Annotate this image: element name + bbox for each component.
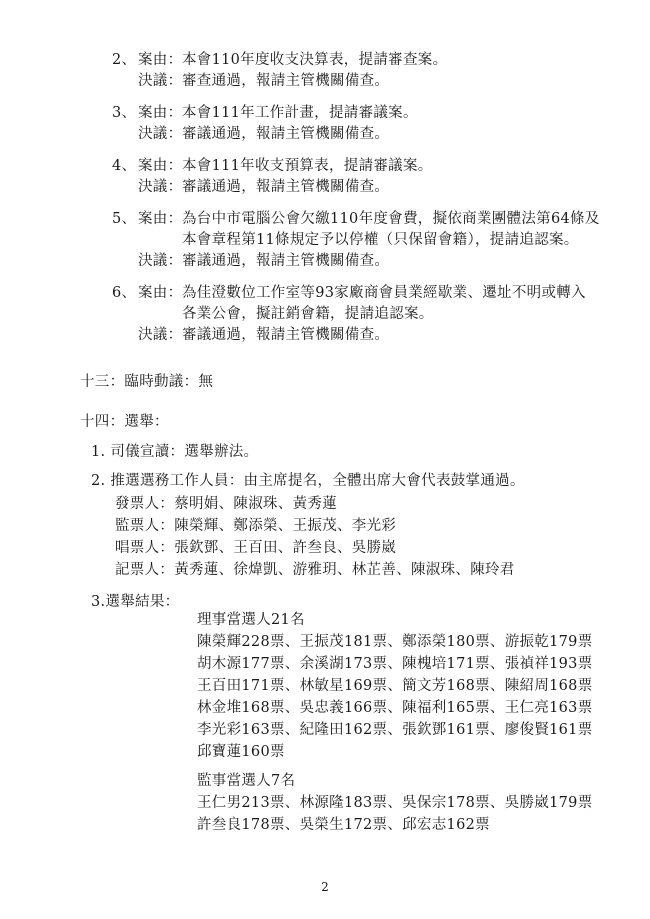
directors-line-2: 胡木源177票、余溪湖173票、陳槐培171票、張禎祥193票 xyxy=(197,656,593,672)
case-3-text: 本會111年工作計畫，提請審議案。 xyxy=(182,105,418,121)
case-4-label: 案由： xyxy=(138,158,183,174)
directors-title: 理事當選人21名 xyxy=(197,612,305,628)
case-2-label: 案由： xyxy=(138,52,183,68)
case-6-resolution: 審議通過，報請主管機關備查。 xyxy=(182,327,390,343)
case-5-text-line-1: 為台中市電腦公會欠繳110年度會費，擬依商業團體法第64條及 xyxy=(182,211,600,227)
case-5-resolution-label: 決議： xyxy=(138,253,183,269)
case-2-no: 2、 xyxy=(112,52,137,68)
case-2-text: 本會110年度收支決算表，提請審查案。 xyxy=(182,52,448,68)
case-6-text-line-2: 各業公會，擬註銷會籍，提請追認案。 xyxy=(182,306,434,322)
case-5-resolution: 審議通過，報請主管機關備查。 xyxy=(182,253,390,269)
page-number: 2 xyxy=(321,880,329,894)
staff-callers: 唱票人：張欽鄧、王百田、許叁良、吳勝崴 xyxy=(115,540,397,556)
election-item-1: 1. 司儀宣讀：選舉辦法。 xyxy=(91,444,259,460)
case-5-label: 案由： xyxy=(138,211,183,227)
case-3-label: 案由： xyxy=(138,105,183,121)
case-4-resolution-label: 決議： xyxy=(138,179,183,195)
section-13-heading: 十三：臨時動議：無 xyxy=(80,374,214,390)
case-3-resolution: 審議通過，報請主管機關備查。 xyxy=(182,126,390,142)
case-6-label: 案由： xyxy=(138,285,183,301)
case-5-text-line-2: 本會章程第11條規定予以停權（只保留會籍），提請追認案。 xyxy=(182,232,579,248)
staff-monitors: 監票人：陳榮輝、鄭添榮、王振茂、李光彩 xyxy=(115,518,397,534)
supervisors-line-1: 王仁男213票、林源隆183票、吳保宗178票、吳勝崴179票 xyxy=(197,795,593,811)
election-item-3: 3.選舉結果： xyxy=(91,594,180,610)
directors-line-6: 邱寶蓮160票 xyxy=(197,744,285,760)
directors-line-4: 林金堆168票、吳忠義166票、陳福利165票、王仁亮163票 xyxy=(197,700,593,716)
case-4-text: 本會111年收支預算表，提請審議案。 xyxy=(182,158,433,174)
section-14-heading: 十四：選舉： xyxy=(80,414,169,430)
directors-line-3: 王百田171票、林敏星169票、簡文芳168票、陳紹周168票 xyxy=(197,678,593,694)
staff-issuers: 發票人：蔡明娟、陳淑珠、黃秀蓮 xyxy=(115,496,337,512)
directors-line-5: 李光彩163票、紀隆田162票、張欽鄧161票、廖俊賢161票 xyxy=(197,722,593,738)
case-2-resolution-label: 決議： xyxy=(138,73,183,89)
case-4-no: 4、 xyxy=(112,158,137,174)
case-6-text-line-1: 為佳澄數位工作室等93家廠商會員業經歇業、遷址不明或轉入 xyxy=(182,285,586,301)
election-item-2: 2. 推選選務工作人員：由主席提名，全體出席大會代表鼓掌通過。 xyxy=(91,473,525,489)
case-3-no: 3、 xyxy=(112,105,137,121)
case-2-resolution: 審查通過，報請主管機關備查。 xyxy=(182,73,390,89)
staff-recorders: 記票人：黃秀蓮、徐煒凱、游雅玥、林芷善、陳淑珠、陳玲君 xyxy=(115,562,515,578)
case-6-no: 6、 xyxy=(112,285,137,301)
supervisors-line-2: 許叁良178票、吳榮生172票、邱宏志162票 xyxy=(197,817,490,833)
case-6-resolution-label: 決議： xyxy=(138,327,183,343)
supervisors-title: 監事當選人7名 xyxy=(197,773,296,789)
case-3-resolution-label: 決議： xyxy=(138,126,183,142)
case-5-no: 5、 xyxy=(112,211,137,227)
case-4-resolution: 審議通過，報請主管機關備查。 xyxy=(182,179,390,195)
directors-line-1: 陳榮輝228票、王振茂181票、鄭添榮180票、游振乾179票 xyxy=(197,634,593,650)
